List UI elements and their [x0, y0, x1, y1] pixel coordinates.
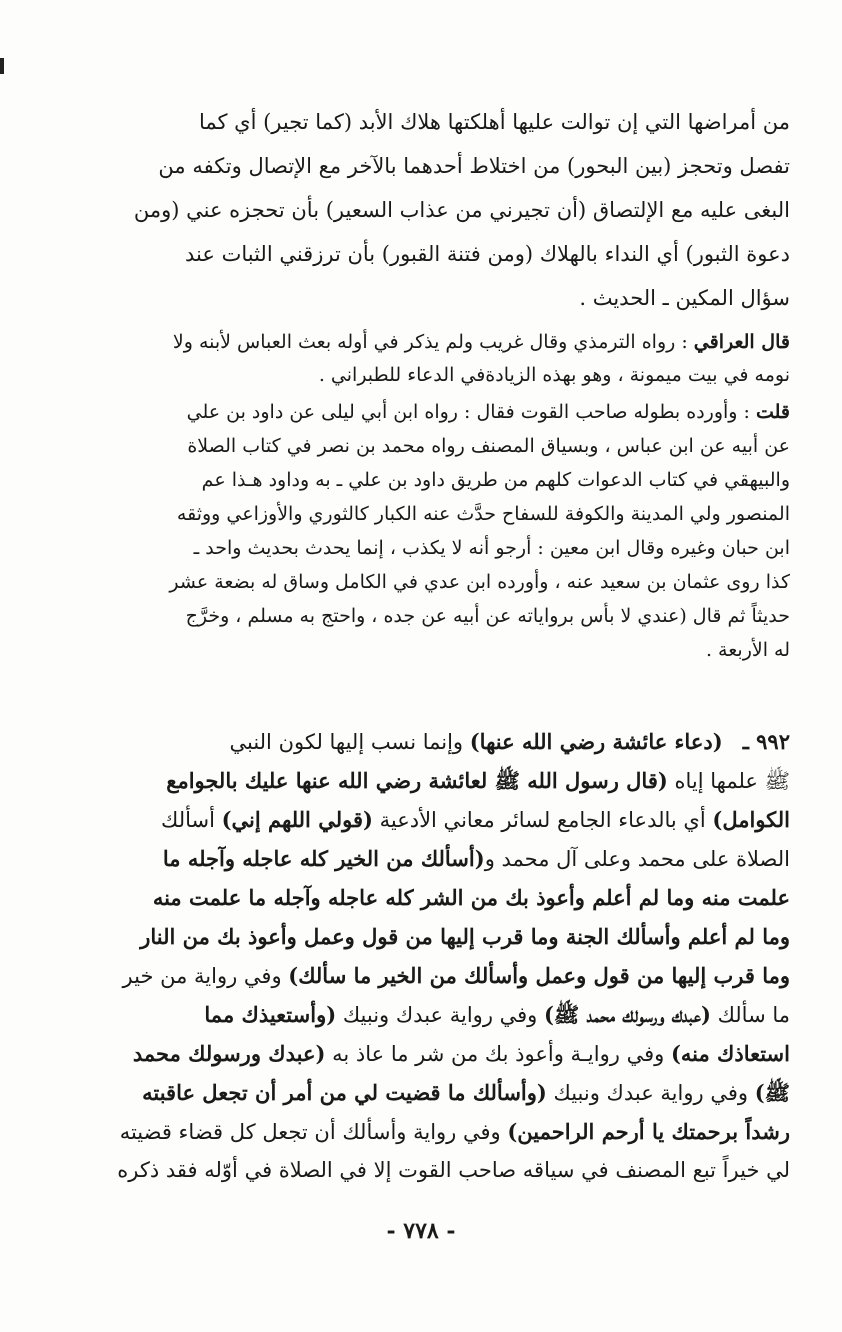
text-line: سؤال المكين ـ الحديث .: [579, 286, 790, 310]
text-line: المنصور ولي المدينة والكوفة للسفاح حدَّث عنه الكبار كالثوري والأوزاعي ووثقه: [176, 503, 790, 525]
text-line: ﷺ) وفي رواية عبدك ونبيك (وأسألك ما قضيت لي من أمر أن تجعل عاقبته: [142, 1080, 790, 1105]
text-line: ابن حبان وغيره وقال ابن معين : أرجو أنه لا يكذب ، إنما يحدث بحديث واحد ـ: [193, 537, 790, 559]
author-note-paragraph: [100, 395, 790, 667]
hadith-992-paragraph: [100, 722, 790, 1190]
commentary-paragraph-1: [100, 100, 790, 320]
text-line: حديثاً ثم قال (عندي لا بأس برواياته عن أبيه عن جده ، واحتج به مسلم ، وخرَّج: [185, 605, 790, 627]
iraqi-note-paragraph: [100, 326, 790, 392]
note-label: قال العراقي: [693, 331, 790, 353]
text-line: البغى عليه مع الإلتصاق (أن تجيرني من عذاب السعير) بأن تحجزه عني (ومن: [133, 198, 790, 222]
text-line: وما قرب إليها من قول وعمل وأسألك من الخير ما سألك) وفي رواية من خير: [122, 963, 790, 988]
margin-mark: [0, 58, 4, 74]
text-line: عن أبيه عن ابن عباس ، وبسياق المصنف رواه محمد بن نصر في كتاب الصلاة: [187, 435, 790, 457]
text-line: استعاذك منه) وفي روايـة وأعوذ بك من شر ما عاذ به (عبدك ورسولك محمد: [132, 1041, 790, 1066]
text-line: علمت منه وما لم أعلم وأعوذ بك من الشر كله عاجله وآجله ما علمت منه: [152, 885, 790, 910]
text-line: لي خيراً تبع المصنف في سياقه صاحب القوت إلا في الصلاة في أوّله فقد ذكره: [117, 1158, 790, 1182]
text-line: قلت : وأورده بطوله صاحب القوت فقال : رواه ابن أبي ليلى عن داود بن علي: [186, 401, 790, 423]
text-line: ﷺ علمها إياه (قال رسول الله ﷺ لعائشة رضي الله عنها عليك بالجوامع: [166, 768, 790, 793]
text-line: كذا روى عثمان بن سعيد عنه ، وأورده ابن عدي في الكامل وساق له بضعة عشر: [169, 571, 790, 593]
text-line: الصلاة على محمد وعلى آل محمد و(أسألك من الخير كله عاجله وآجله ما: [162, 846, 790, 871]
note-label: قلت: [755, 401, 790, 423]
hadith-title: (دعاء عائشة رضي الله عنها): [469, 729, 723, 754]
text-line: رشداً برحمتك يا أرحم الراحمين) وفي رواية وأسألك أن تجعل كل قضاء قضيته: [119, 1119, 790, 1144]
hadith-number: ٩٩٢ ـ: [742, 729, 790, 754]
text-line: تفصل وتحجز (بين البحور) من اختلاط أحدهما بالآخر مع الإتصال وتكفه من: [158, 154, 790, 178]
text-line: الكوامل) أي بالدعاء الجامع لسائر معاني الأدعية (قولي اللهم إني) أسألك: [161, 807, 790, 832]
text-line: دعوة الثبور) أي النداء بالهلاك (ومن فتنة القبور) بأن ترزقني الثبات عند: [185, 242, 790, 266]
text-line: من أمراضها التي إن توالت عليها أهلكتها هلاك الأبد (كما تجير) أي كما: [198, 110, 790, 134]
text-line: ما سألك (عبدك ورسولك محمد ﷺ) وفي رواية عبدك ونبيك (وأستعيذك مما: [204, 1002, 790, 1027]
text-line: والبيهقي في كتاب الدعوات كلهم من طريق داود بن علي ـ به وداود هـذا عم: [201, 469, 790, 491]
text-line: ٩٩٢ ـ (دعاء عائشة رضي الله عنها) وإنما نسب إليها لكون النبي: [229, 729, 790, 754]
page-number: - ٧٧٨ -: [386, 1218, 456, 1244]
text-line: قال العراقي : رواه الترمذي وقال غريب ولم يذكر في أوله بعث العباس لأبنه ولا: [172, 331, 790, 353]
text-line: له الأربعة .: [705, 639, 790, 661]
text-line: وما لم أعلم وأسألك الجنة وما قرب إليها من قول وعمل وأعوذ بك من النار: [140, 924, 790, 949]
text-line: نومه في بيت ميمونة ، وهو بهذه الزيادةفي الدعاء للطبراني .: [318, 364, 790, 386]
